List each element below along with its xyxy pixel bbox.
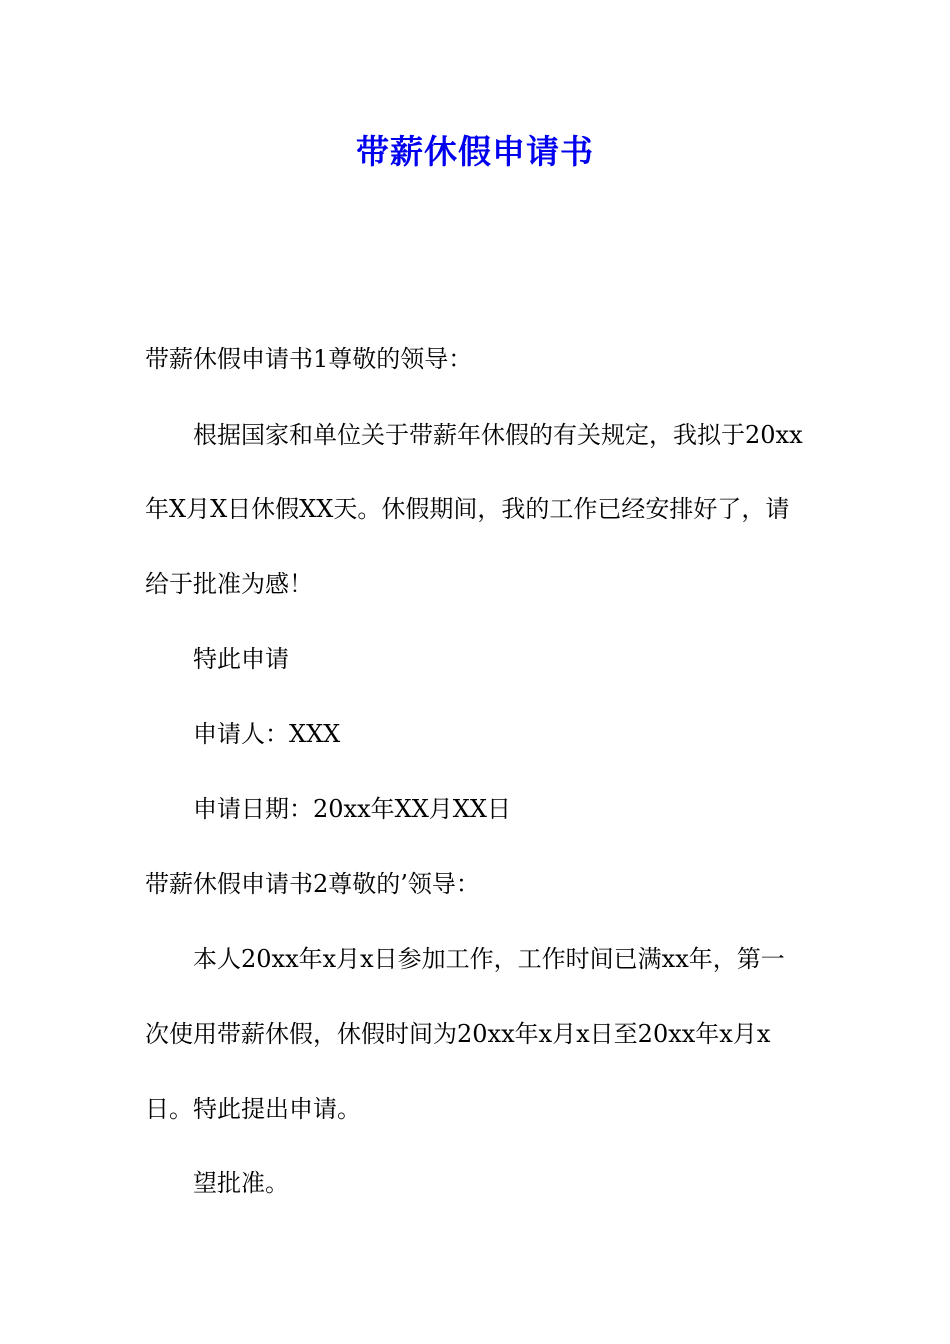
paragraph-2-line-3: 日。特此提出申请。 <box>145 1095 361 1123</box>
paragraph-1-line-2: 年X月X日休假XX天。休假期间，我的工作已经安排好了，请 <box>145 495 790 523</box>
approval-request-line: 望批准。 <box>193 1169 289 1197</box>
paragraph-2-line-2: 次使用带薪休假，休假时间为20xx年x月x日至20xx年x月x <box>145 1020 771 1048</box>
section-2-heading: 带薪休假申请书2尊敬的’领导： <box>145 870 480 898</box>
paragraph-1-line-3: 给于批准为感！ <box>145 570 313 598</box>
closing-phrase: 特此申请 <box>193 645 289 673</box>
document-title: 带薪休假申请书 <box>356 132 594 171</box>
applicant-line: 申请人：XXX <box>193 720 341 748</box>
paragraph-2-line-1: 本人20xx年x月x日参加工作，工作时间已满xx年，第一 <box>193 945 785 973</box>
paragraph-1-line-1: 根据国家和单位关于带薪年休假的有关规定，我拟于20xx <box>193 421 803 449</box>
application-date-line: 申请日期：20xx年XX月XX日 <box>193 795 511 823</box>
section-1-heading: 带薪休假申请书1尊敬的领导： <box>145 345 473 373</box>
